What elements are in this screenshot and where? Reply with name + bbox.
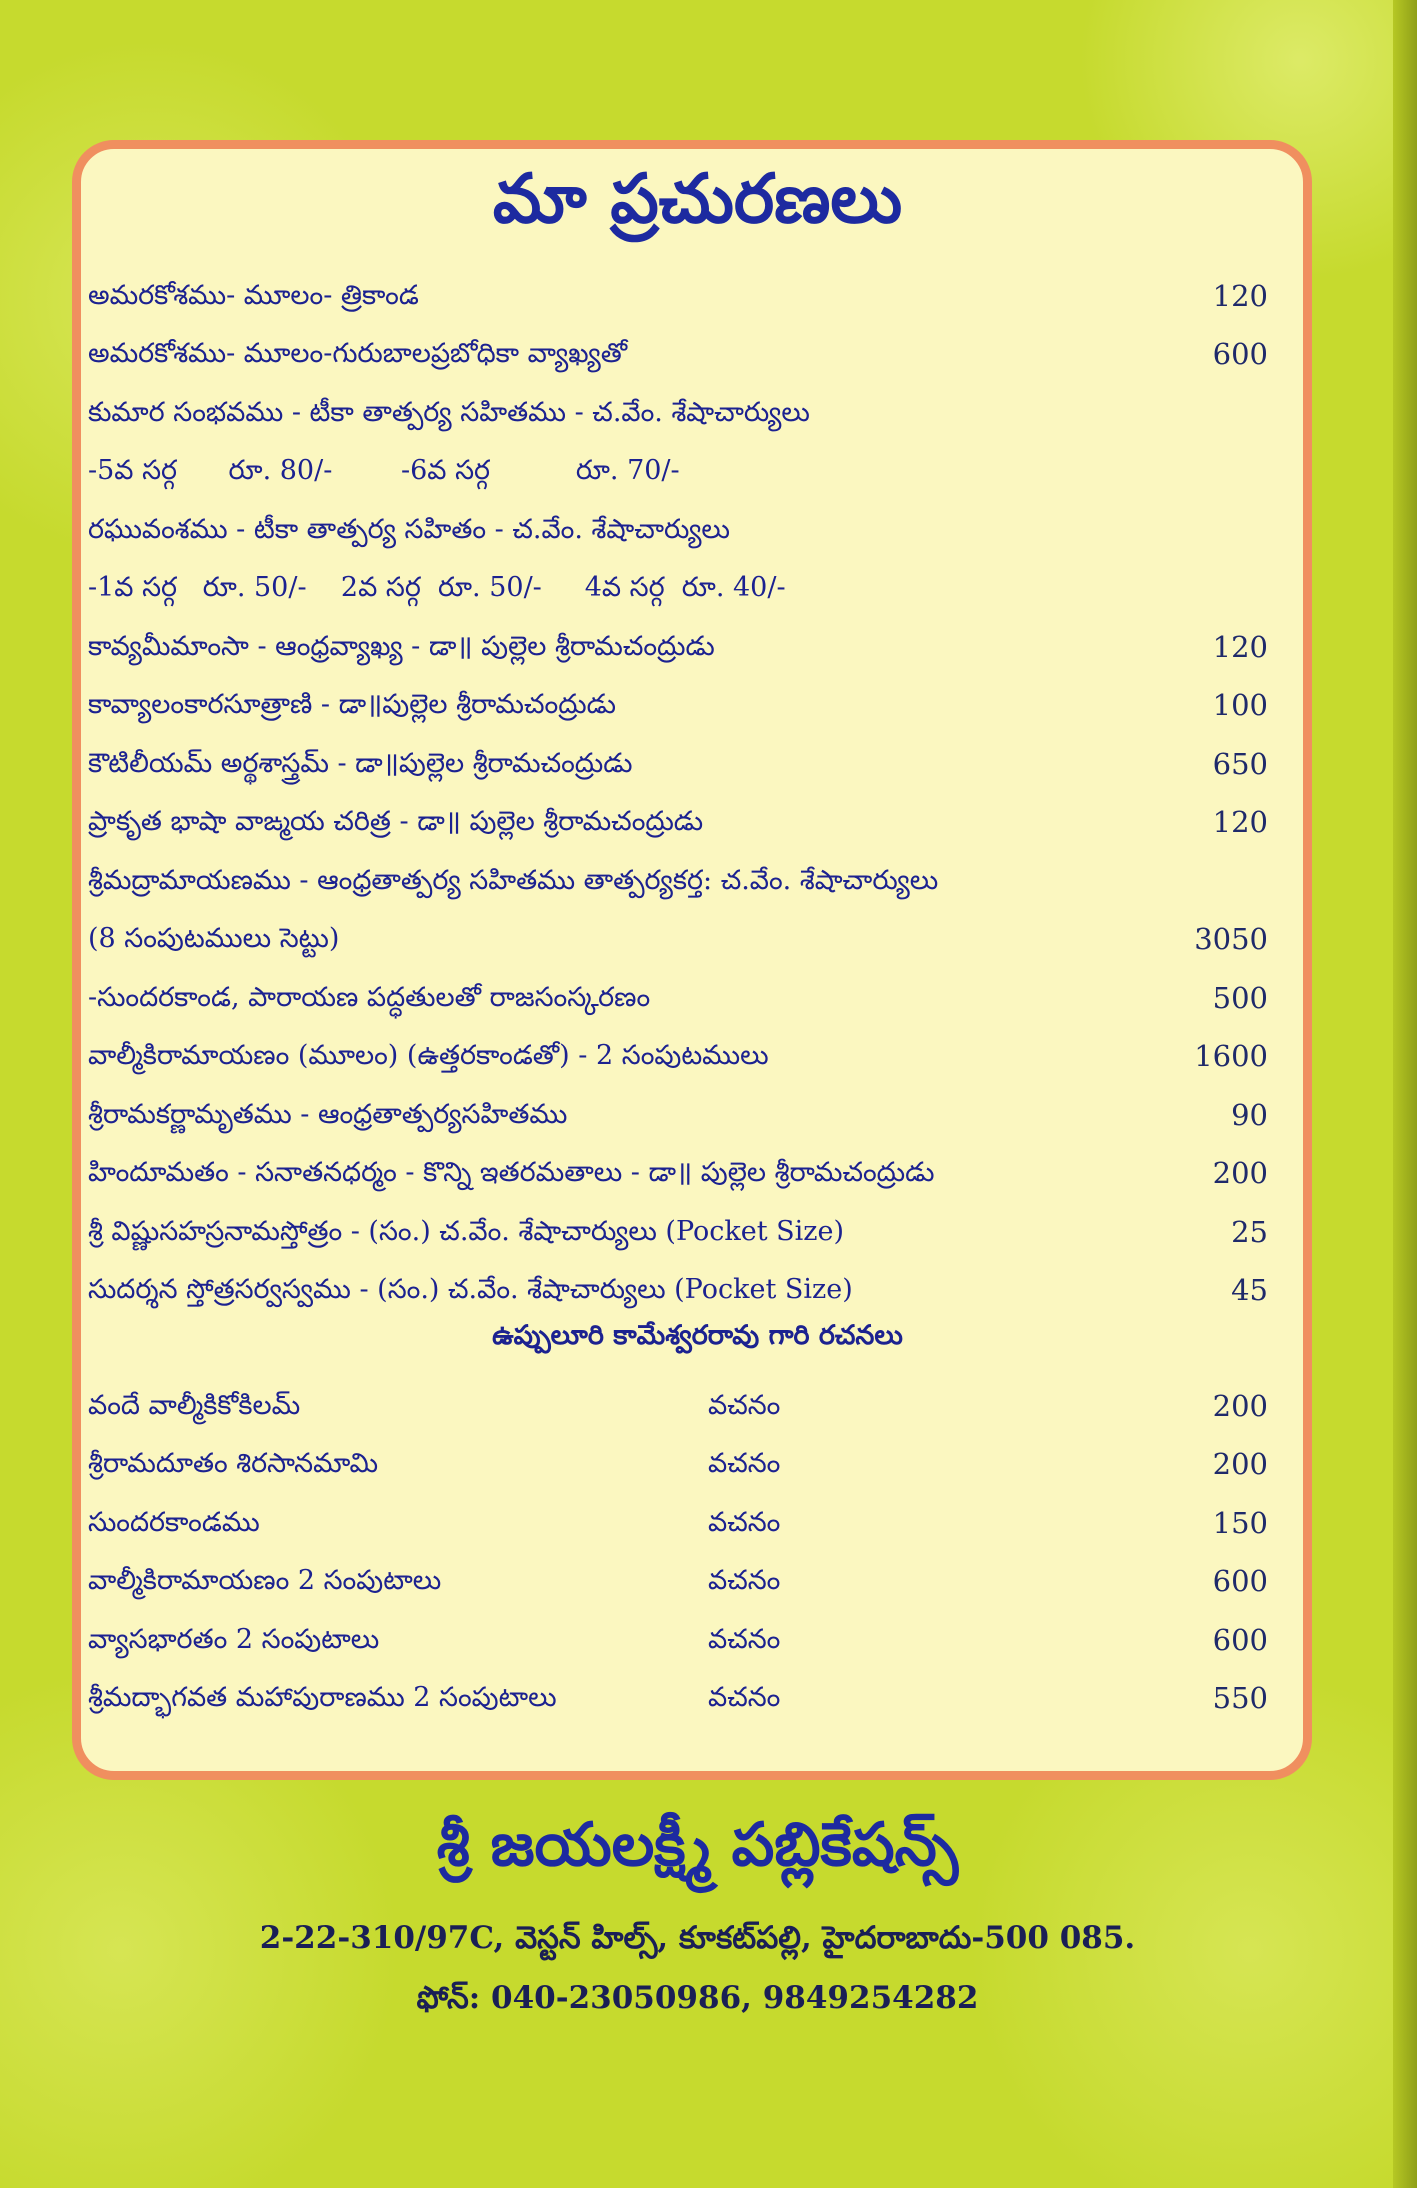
work-price: 150	[1212, 1506, 1268, 1540]
book-title: హిందూమతం - సనాతనధర్మం - కొన్ని ఇతరమతాలు - డా॥ పుల్లెల శ్రీరామచంద్రుడు	[88, 1157, 935, 1188]
work-row	[88, 1612, 1268, 1668]
book-price: 90	[1231, 1098, 1268, 1132]
work-title: సుందరకాండము	[88, 1507, 260, 1538]
work-price: 200	[1212, 1389, 1268, 1423]
book-row	[88, 1204, 1268, 1260]
work-title: శ్రీరామదూతం శిరసానమామి	[88, 1448, 379, 1479]
book-title: శ్రీమద్రామాయణము - ఆంధ్రతాత్పర్య సహితము తాత్పర్యకర్త: చ.వేం. శేషాచార్యులు	[88, 865, 939, 896]
page-title: మా ప్రచురణలు	[492, 160, 903, 239]
book-row	[88, 677, 1268, 733]
book-title: -1వ సర్గ రూ. 50/- 2వ సర్గ రూ. 50/- 4వ సర్గ రూ. 40/-	[88, 572, 786, 603]
book-row	[88, 619, 1268, 675]
book-title: కావ్యాలంకారసూత్రాణి - డా॥పుల్లెల శ్రీరామచంద్రుడు	[88, 689, 616, 720]
book-title: రఘువంశము - టీకా తాత్పర్య సహితం - చ.వేం. శేషాచార్యులు	[88, 514, 730, 545]
book-row	[88, 853, 1268, 909]
book-price: 100	[1212, 688, 1268, 722]
book-row	[88, 911, 1268, 967]
work-type: వచనం	[708, 1507, 781, 1538]
book-title: శ్రీరామకర్ణామృతము - ఆంధ్రతాత్పర్యసహితము	[88, 1099, 568, 1130]
book-title: -5వ సర్గ రూ. 80/- -6వ సర్గ రూ. 70/-	[88, 455, 680, 486]
book-row	[88, 1087, 1268, 1143]
publisher-name: శ్రీ జయలక్ష్మీ పబ్లికేషన్స్	[436, 1810, 959, 1880]
book-row	[88, 443, 1268, 499]
book-title: వాల్మీకిరామాయణం (మూలం) (ఉత్తరకాండతో) - 2 సంపుటములు	[88, 1040, 769, 1071]
work-row	[88, 1495, 1268, 1551]
book-price: 3050	[1194, 922, 1268, 956]
book-price: 1600	[1194, 1039, 1268, 1073]
work-price: 550	[1212, 1681, 1268, 1715]
book-row	[88, 560, 1268, 616]
book-row	[88, 502, 1268, 558]
book-price: 600	[1212, 337, 1268, 371]
book-title: -సుందరకాండ, పారాయణ పద్ధతులతో రాజసంస్కరణం	[88, 982, 651, 1013]
book-title: కౌటిలీయమ్ అర్థశాస్త్రమ్ - డా॥పుల్లెల శ్రీరామచంద్రుడు	[88, 748, 633, 779]
book-row	[88, 970, 1268, 1026]
work-title: వ్యాసభారతం 2 సంపుటాలు	[88, 1624, 380, 1655]
book-spine	[1393, 0, 1417, 2188]
work-type: వచనం	[708, 1682, 781, 1713]
book-price: 500	[1212, 981, 1268, 1015]
work-type: వచనం	[708, 1390, 781, 1421]
book-title: కావ్యమీమాంసా - ఆంధ్రవ్యాఖ్య - డా॥ పుల్లెల శ్రీరామచంద్రుడు	[88, 631, 715, 662]
book-title: శ్రీ విష్ణుసహస్రనామస్తోత్రం - (సం.) చ.వేం. శేషాచార్యులు (Pocket Size)	[88, 1216, 845, 1247]
publisher-address: 2-22-310/97C, వెస్టన్ హిల్స్, కూకట్‌పల్లి, హైదరాబాదు-500 085.	[259, 1920, 1136, 1956]
book-title: అమరకోశము- మూలం-గురుబాలప్రబోధికా వ్యాఖ్యతో	[88, 338, 628, 369]
book-row	[88, 268, 1268, 324]
work-row	[88, 1553, 1268, 1609]
book-price: 650	[1212, 747, 1268, 781]
book-row	[88, 385, 1268, 441]
book-price: 120	[1212, 805, 1268, 839]
work-price: 600	[1212, 1623, 1268, 1657]
book-price: 120	[1212, 279, 1268, 313]
book-title: ప్రాకృత భాషా వాఙ్మయ చరిత్ర - డా॥ పుల్లెల శ్రీరామచంద్రుడు	[88, 806, 704, 837]
book-price: 25	[1231, 1215, 1268, 1249]
book-title: కుమార సంభవము - టీకా తాత్పర్య సహితము - చ.వేం. శేషాచార్యులు	[88, 397, 810, 428]
work-type: వచనం	[708, 1624, 781, 1655]
work-title: శ్రీమద్భాగవత మహాపురాణము 2 సంపుటాలు	[88, 1682, 557, 1713]
book-row	[88, 326, 1268, 382]
book-title: అమరకోశము- మూలం- త్రికాండ	[88, 280, 419, 311]
work-type: వచనం	[708, 1448, 781, 1479]
book-row	[88, 1262, 1268, 1318]
work-title: వందే వాల్మీకికోకిలమ్	[88, 1390, 301, 1421]
publisher-phone: ఫోన్: 040-23050986, 9849254282	[416, 1980, 979, 2016]
book-title: (8 సంపుటములు సెట్టు)	[88, 923, 340, 954]
book-row	[88, 736, 1268, 792]
book-row	[88, 1145, 1268, 1201]
book-title: సుదర్శన స్తోత్రసర్వస్వము - (సం.) చ.వేం. శేషాచార్యులు (Pocket Size)	[88, 1274, 853, 1305]
work-row	[88, 1670, 1268, 1726]
work-price: 600	[1212, 1564, 1268, 1598]
work-price: 200	[1212, 1447, 1268, 1481]
book-price: 45	[1231, 1273, 1268, 1307]
work-row	[88, 1436, 1268, 1492]
work-row	[88, 1378, 1268, 1434]
author-subheading: ఉప్పులూరి కామేశ్వరరావు గారి రచనలు	[492, 1320, 903, 1351]
book-row	[88, 1028, 1268, 1084]
book-price: 120	[1212, 630, 1268, 664]
book-price: 200	[1212, 1156, 1268, 1190]
work-title: వాల్మీకిరామాయణం 2 సంపుటాలు	[88, 1565, 442, 1596]
book-row	[88, 794, 1268, 850]
work-type: వచనం	[708, 1565, 781, 1596]
